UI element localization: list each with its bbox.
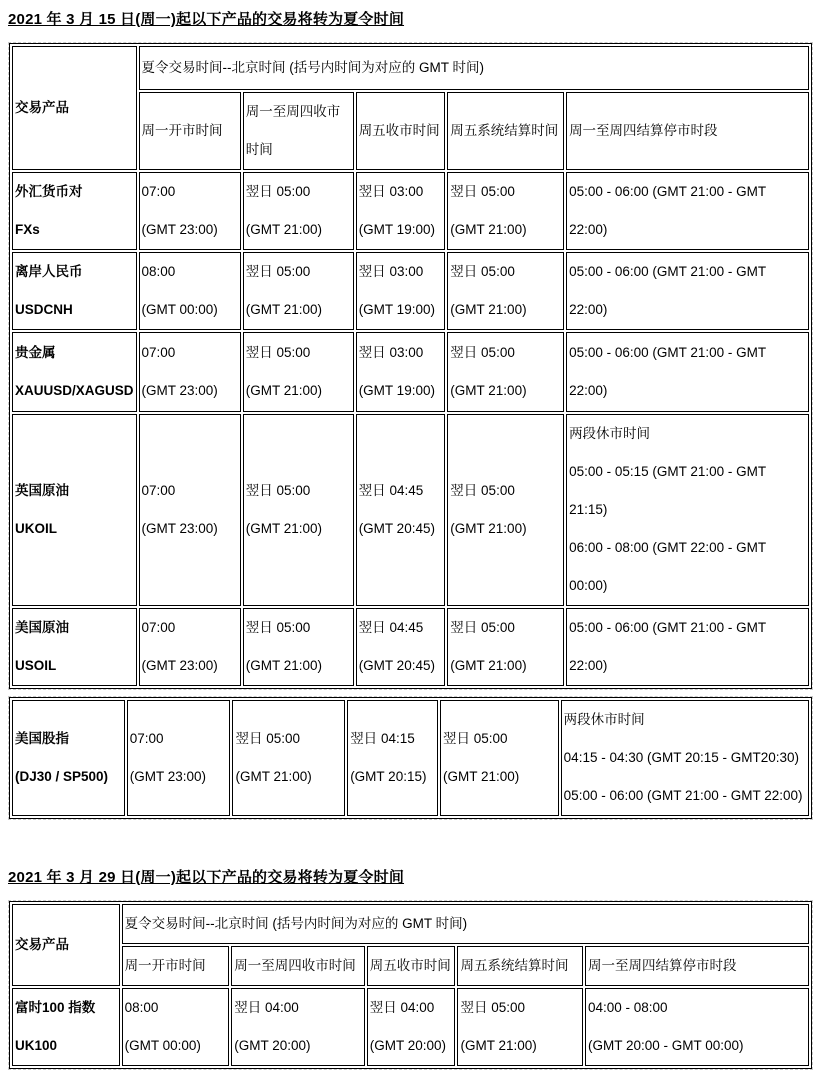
time-cell-text: (GMT 20:45) xyxy=(358,521,435,536)
time-cell xyxy=(566,332,809,412)
time-cell xyxy=(447,332,564,412)
column-header-row xyxy=(12,946,809,986)
time-cell xyxy=(566,608,809,686)
time-cell-text: 08:00 xyxy=(141,264,176,279)
time-cell-text: 翌日 03:00 xyxy=(358,345,424,360)
time-cell-text: 翌日 05:00 xyxy=(450,184,515,199)
time-cell xyxy=(561,700,809,816)
time-cell xyxy=(356,608,446,686)
group-header-cell xyxy=(139,46,809,90)
time-cell xyxy=(231,988,364,1066)
corner-header-cell-text: 交易产品 xyxy=(15,937,69,952)
time-cell-text: 翌日 04:00 xyxy=(369,1000,435,1015)
column-header-cell xyxy=(139,92,241,170)
column-header-cell xyxy=(367,946,456,986)
time-cell-text: 05:00 - 06:00 (GMT 21:00 - GMT 22:00) xyxy=(569,264,766,317)
time-cell-text: (GMT 20:00) xyxy=(234,1038,311,1053)
column-header-cell xyxy=(447,92,564,170)
time-cell-text: 07:00 xyxy=(141,184,176,199)
column-header-cell xyxy=(243,92,354,170)
table-row xyxy=(12,252,809,330)
time-cell xyxy=(356,252,446,330)
product-cell xyxy=(12,608,137,686)
time-cell-text: (GMT 23:00) xyxy=(141,222,218,237)
column-header-cell xyxy=(356,92,446,170)
group-header-row xyxy=(12,46,809,90)
time-cell-text: (GMT 19:00) xyxy=(358,222,435,237)
column-header-cell xyxy=(585,946,809,986)
product-cell xyxy=(12,414,137,606)
time-cell-text: (GMT 23:00) xyxy=(141,521,218,536)
product-cell-text: USDCNH xyxy=(15,302,73,317)
time-cell-text: (GMT 21:00) xyxy=(245,222,323,237)
time-cell xyxy=(243,332,354,412)
time-cell-text: 翌日 03:00 xyxy=(358,264,424,279)
column-header-cell xyxy=(457,946,583,986)
time-cell-text: 翌日 05:00 xyxy=(245,345,311,360)
time-cell-text: (GMT 21:00) xyxy=(450,383,527,398)
time-cell-text: 翌日 05:00 xyxy=(245,620,311,635)
time-cell xyxy=(139,414,241,606)
product-cell-text: FXs xyxy=(15,222,40,237)
time-cell xyxy=(356,414,446,606)
product-cell-text: 英国原油 xyxy=(15,483,69,498)
time-cell-text: 翌日 05:00 xyxy=(245,184,311,199)
time-cell-text: 两段休市时间 xyxy=(569,426,651,441)
group-header-cell-text: 夏令交易时间--北京时间 (括号内时间为对应的 GMT 时间) xyxy=(141,60,484,75)
time-cell xyxy=(139,608,241,686)
time-cell-text: (GMT 20:45) xyxy=(358,658,435,673)
time-cell-text: 05:00 - 06:00 (GMT 21:00 - GMT 22:00) xyxy=(569,345,766,398)
time-cell-text: 05:00 - 06:00 (GMT 21:00 - GMT 22:00) xyxy=(569,184,766,237)
time-cell-text: (GMT 21:00) xyxy=(450,521,527,536)
group-header-cell xyxy=(122,904,809,944)
time-cell-text: 05:00 - 06:00 (GMT 21:00 - GMT 22:00) xyxy=(563,788,803,803)
time-cell-text: 翌日 04:45 xyxy=(358,620,424,635)
time-cell-text: 07:00 xyxy=(141,483,176,498)
time-cell xyxy=(122,988,230,1066)
time-cell-text: 06:00 - 08:00 (GMT 22:00 - GMT 00:00) xyxy=(569,540,766,593)
time-cell-text: (GMT 21:00) xyxy=(235,769,312,784)
product-cell-text: 美国原油 xyxy=(15,620,69,635)
schedule-table-1-continued xyxy=(9,697,812,819)
product-cell-text: XAUUSD/XAGUSD xyxy=(15,383,134,398)
time-cell-text: (GMT 21:00) xyxy=(460,1038,537,1053)
time-cell xyxy=(243,252,354,330)
corner-header-cell xyxy=(12,904,120,986)
time-cell xyxy=(367,988,456,1066)
time-cell-text: 翌日 05:00 xyxy=(450,620,515,635)
time-cell-text: (GMT 23:00) xyxy=(141,658,218,673)
table-row xyxy=(12,332,809,412)
product-cell xyxy=(12,332,137,412)
time-cell-text: (GMT 19:00) xyxy=(358,302,435,317)
column-header-cell-text: 周五收市时间 xyxy=(358,123,440,138)
time-cell xyxy=(347,700,438,816)
time-cell xyxy=(566,414,809,606)
time-cell-text: (GMT 20:00) xyxy=(369,1038,447,1053)
product-cell-text: UK100 xyxy=(15,1038,58,1053)
time-cell-text: (GMT 21:00) xyxy=(245,658,323,673)
time-cell xyxy=(127,700,231,816)
time-cell-text: (GMT 21:00) xyxy=(450,222,527,237)
time-cell-text: (GMT 21:00) xyxy=(450,302,527,317)
column-header-cell-text: 周五收市时间 xyxy=(369,958,451,973)
time-cell-text: 翌日 03:00 xyxy=(358,184,424,199)
schedule-table-2 xyxy=(9,901,812,1069)
time-cell-text: 翌日 05:00 xyxy=(450,345,515,360)
corner-header-cell xyxy=(12,46,137,170)
time-cell-text: 翌日 04:45 xyxy=(358,483,424,498)
product-cell-text: UKOIL xyxy=(15,521,57,536)
time-cell-text: 05:00 - 05:15 (GMT 21:00 - GMT 21:15) xyxy=(569,464,766,517)
time-cell-text: 翌日 05:00 xyxy=(460,1000,526,1015)
product-cell xyxy=(12,700,125,816)
product-cell xyxy=(12,988,120,1066)
time-cell xyxy=(139,172,241,250)
schedule-table-1 xyxy=(9,43,812,689)
section1-title: 2021 年 3 月 15 日(周一)起以下产品的交易将转为夏令时间 xyxy=(8,11,405,28)
time-cell-text: 翌日 05:00 xyxy=(235,731,301,746)
product-cell-text: 富时100 指数 xyxy=(15,1000,96,1015)
column-header-cell-text: 周五系统结算时间 xyxy=(450,123,559,138)
time-cell-text: 05:00 - 06:00 (GMT 21:00 - GMT 22:00) xyxy=(569,620,766,673)
time-cell-text: 08:00 xyxy=(124,1000,159,1015)
time-cell xyxy=(243,608,354,686)
time-cell-text: 04:15 - 04:30 (GMT 20:15 - GMT20:30) xyxy=(563,750,800,765)
time-cell-text: (GMT 23:00) xyxy=(141,383,218,398)
time-cell-text: 07:00 xyxy=(129,731,164,746)
product-cell-text: 美国股指 xyxy=(15,731,69,746)
section1-continued-table-boundary xyxy=(8,696,813,820)
time-cell xyxy=(139,252,241,330)
column-header-cell xyxy=(566,92,809,170)
time-cell-text: 翌日 05:00 xyxy=(450,264,515,279)
column-header-cell-text: 周一开市时间 xyxy=(141,123,223,138)
time-cell xyxy=(447,608,564,686)
time-cell xyxy=(356,172,446,250)
time-cell-text: 翌日 04:00 xyxy=(234,1000,299,1015)
corner-header-cell-text: 交易产品 xyxy=(15,100,69,115)
column-header-cell-text: 周一至周四收市时间 xyxy=(245,104,341,157)
time-cell-text: (GMT 23:00) xyxy=(129,769,207,784)
time-cell-text: (GMT 21:00) xyxy=(450,658,527,673)
time-cell-text: (GMT 00:00) xyxy=(124,1038,201,1053)
product-cell-text: 离岸人民币 xyxy=(15,264,83,279)
time-cell-text: (GMT 21:00) xyxy=(442,769,520,784)
time-cell-text: (GMT 21:00) xyxy=(245,521,323,536)
product-cell-text: 外汇货币对 xyxy=(15,184,83,199)
product-cell-text: USOIL xyxy=(15,658,57,673)
table-row xyxy=(12,988,809,1066)
time-cell-text: 04:00 - 08:00 xyxy=(587,1000,668,1015)
time-cell xyxy=(440,700,559,816)
column-header-cell xyxy=(231,946,364,986)
time-cell xyxy=(457,988,583,1066)
time-cell-text: 翌日 05:00 xyxy=(450,483,515,498)
time-cell-text: (GMT 21:00) xyxy=(245,302,323,317)
time-cell xyxy=(356,332,446,412)
column-header-cell-text: 周一至周四收市时间 xyxy=(234,958,356,973)
product-cell-text: (DJ30 / SP500) xyxy=(15,769,109,784)
time-cell-text: 翌日 04:15 xyxy=(350,731,415,746)
time-cell-text: (GMT 00:00) xyxy=(141,302,218,317)
time-cell-text: (GMT 21:00) xyxy=(245,383,323,398)
time-cell-text: 07:00 xyxy=(141,620,176,635)
table-row xyxy=(12,608,809,686)
time-cell-text: 07:00 xyxy=(141,345,176,360)
product-cell xyxy=(12,252,137,330)
section2-title: 2021 年 3 月 29 日(周一)起以下产品的交易将转为夏令时间 xyxy=(8,869,405,886)
column-header-cell-text: 周一开市时间 xyxy=(124,958,206,973)
group-header-row xyxy=(12,904,809,944)
time-cell-text: (GMT 20:00 - GMT 00:00) xyxy=(587,1038,744,1053)
table-row xyxy=(12,414,809,606)
column-header-cell xyxy=(122,946,230,986)
time-cell xyxy=(447,414,564,606)
time-cell xyxy=(243,414,354,606)
column-header-cell-text: 周一至周四结算停市时段 xyxy=(587,958,737,973)
product-cell-text: 贵金属 xyxy=(15,345,56,360)
time-cell xyxy=(566,172,809,250)
time-cell-text: (GMT 20:15) xyxy=(350,769,427,784)
time-cell xyxy=(447,252,564,330)
time-cell-text: 两段休市时间 xyxy=(563,712,645,727)
time-cell-text: (GMT 19:00) xyxy=(358,383,435,398)
time-cell xyxy=(585,988,809,1066)
time-cell xyxy=(139,332,241,412)
time-cell-text: 翌日 05:00 xyxy=(442,731,508,746)
time-cell xyxy=(243,172,354,250)
section1-table-boundary xyxy=(8,42,813,690)
column-header-cell-text: 周一至周四结算停市时段 xyxy=(569,123,718,138)
product-cell xyxy=(12,172,137,250)
time-cell-text: 翌日 05:00 xyxy=(245,264,311,279)
group-header-cell-text: 夏令交易时间--北京时间 (括号内时间为对应的 GMT 时间) xyxy=(124,916,468,931)
table-row xyxy=(12,172,809,250)
time-cell xyxy=(566,252,809,330)
column-header-cell-text: 周五系统结算时间 xyxy=(460,958,569,973)
table-row xyxy=(12,700,809,816)
section2-table-boundary xyxy=(8,900,813,1070)
time-cell xyxy=(232,700,345,816)
time-cell-text: 翌日 05:00 xyxy=(245,483,311,498)
time-cell xyxy=(447,172,564,250)
